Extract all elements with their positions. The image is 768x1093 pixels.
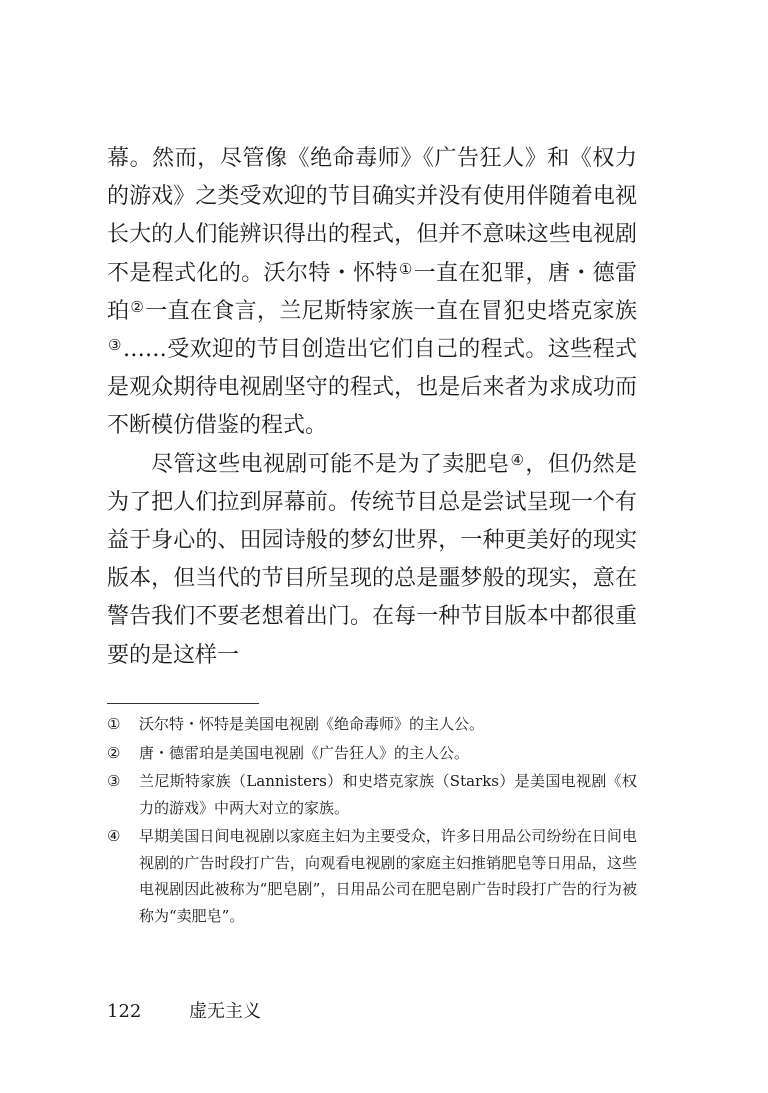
footnote-number: ③ [107,772,121,790]
footnote-number: ④ [107,827,121,845]
paragraph-1-part-1: 幕。然而，尽管像《绝命毒师》《广告狂人》和《权力的游戏》之类受欢迎的节目确实并没有使用伴随着电视长大的人们能辨识得出的程式，但并不意味这些电视剧不是程式化的。沃尔特・怀特 [107,146,637,286]
paragraph-1-part-4: ……受欢迎的节目创造出它们自己的程式。这些程式是观众期待电视剧坚守的程式，也是后来者为求成功而不断模仿借鉴的程式。 [107,337,637,439]
footnote-number: ② [107,743,121,762]
footnote-2 [107,740,637,767]
footnote-ref-1[interactable]: ① [398,259,413,278]
main-text [107,140,637,675]
footnote-3 [107,768,637,821]
footnotes [107,711,637,931]
paragraph-2 [107,446,637,675]
paragraph-1-part-2: 一直在犯罪，唐・德雷珀 [107,260,637,324]
paragraph-2-part-1: 尽管这些电视剧可能不是为了卖肥皂 [151,451,510,477]
paragraph-1-part-3: 一直在食言，兰尼斯特家族一直在冒犯史塔克家族 [145,298,637,324]
page-footer [107,1000,261,1024]
footnote-ref-4[interactable]: ④ [510,450,525,469]
paragraph-1 [107,140,637,446]
page-number: 122 [107,1001,142,1022]
footnote-ref-2[interactable]: ② [130,297,145,316]
book-title: 虚无主义 [189,1001,261,1022]
footnote-4 [107,823,637,929]
footnote-text: 唐・德雷珀是美国电视剧《广告狂人》的主人公。 [139,743,470,762]
footnote-text: 兰尼斯特家族（Lannisters）和史塔克家族（Starks）是美国电视剧《权力的游戏》中两大对立的家族。 [139,772,637,817]
footnote-1 [107,711,637,738]
footnote-number: ① [107,715,121,733]
footnote-text: 早期美国日间电视剧以家庭主妇为主要受众，许多日用品公司纷纷在日间电视剧的广告时段打广告，向观看电视剧的家庭主妇推销肥皂等日用品，这些电视剧因此被称为“肥皂剧”，日用品公司在肥皂剧广告时段打广告的行为被称为“卖肥皂”。 [139,827,637,925]
footnote-divider [107,703,259,704]
footnote-text: 沃尔特・怀特是美国电视剧《绝命毒师》的主人公。 [139,715,485,733]
footnote-ref-3[interactable]: ③ [108,336,122,355]
paragraph-2-part-2: ，但仍然是为了把人们拉到屏幕前。传统节目总是尝试呈现一个有益于身心的、田园诗般的梦幻世界，一种更美好的现实版本，但当代的节目所呈现的总是噩梦般的现实，意在警告我们不要老想着出门。在每一种节目版本中都很重要的是这样一 [107,451,637,668]
